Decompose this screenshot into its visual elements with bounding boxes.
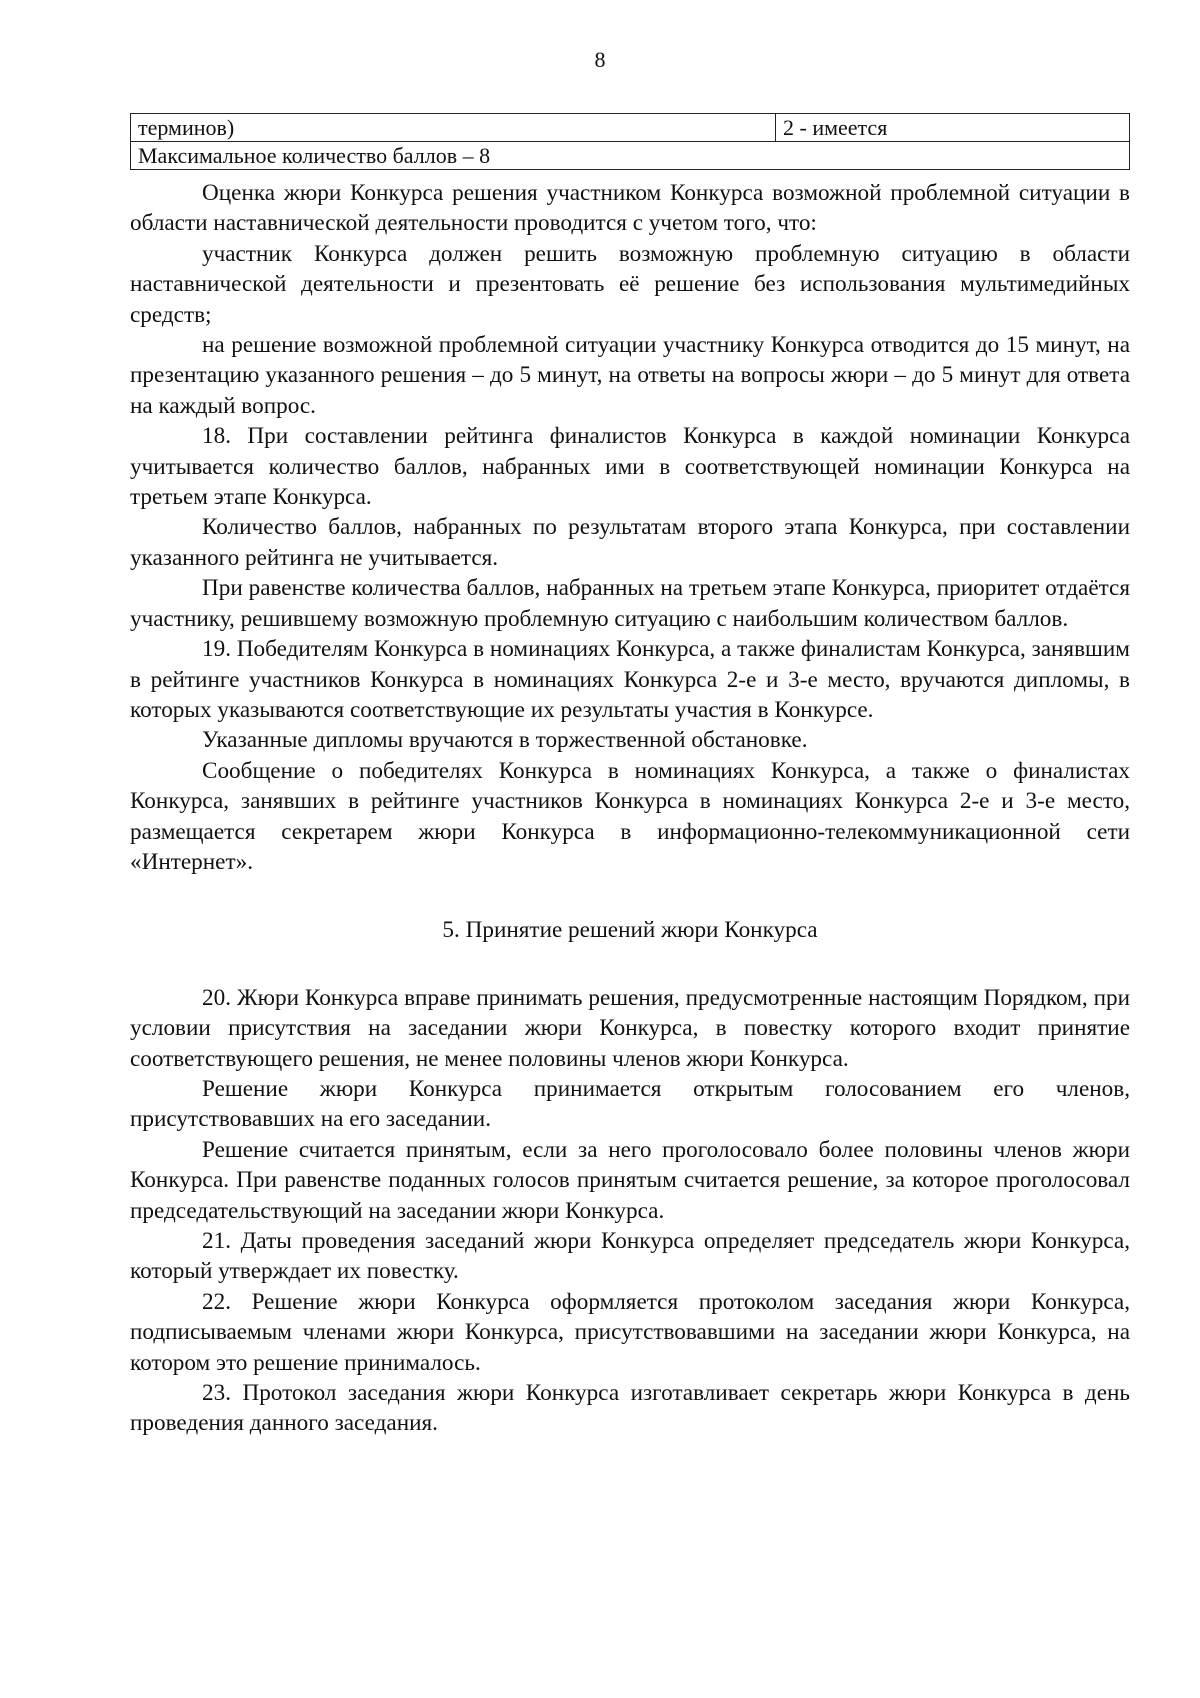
paragraph: Оценка жюри Конкурса решения участником Конкурса возможной проблемной ситуации в области наставнической деятельности проводится с учетом того, что: (130, 180, 1130, 237)
table-cell-criterion: терминов) (131, 114, 776, 142)
paragraph: Количество баллов, набранных по результатам второго этапа Конкурса, при составлении указанного рейтинга не учитывается. (130, 514, 1130, 571)
paragraph: Решение считается принятым, если за него проголосовало более половины членов жюри Конкурса. При равенстве поданных голосов принятым считается решение, за которое проголосовал председательствующий на заседании жюри Конкурса. (130, 1136, 1130, 1224)
section-heading: 5. Принятие решений жюри Конкурса (442, 917, 818, 944)
paragraph: Сообщение о победителях Конкурса в номинациях Конкурса, а также о финалистах Конкурса, занявших в рейтинге участников Конкурса в номинациях Конкурса 2-е и 3-е место, размещается секретарем жюри Конкурса в информационно-телекоммуникационной сети «Интернет». (130, 757, 1130, 875)
table-cell-score: 2 - имеется (776, 114, 1130, 142)
table-row (131, 114, 1130, 142)
paragraph: на решение возможной проблемной ситуации участнику Конкурса отводится до 15 минут, на презентацию указанного решения – до 5 минут, на ответы на вопросы жюри – до 5 минут для ответа на каждый вопрос. (130, 332, 1130, 419)
paragraph-item-21: 21. Даты проведения заседаний жюри Конкурса определяет председатель жюри Конкурса, который утверждает их повестку. (130, 1228, 1130, 1285)
paragraph: При равенстве количества баллов, набранных на третьем этапе Конкурса, приоритет отдаётся участнику, решившему возможную проблемную ситуацию с наибольшим количеством баллов. (130, 575, 1130, 632)
paragraph-item-23: 23. Протокол заседания жюри Конкурса изготавливает секретарь жюри Конкурса в день проведения данного заседания. (130, 1380, 1130, 1437)
paragraph: Указанные дипломы вручаются в торжественной обстановке. (202, 727, 808, 754)
table-cell-max-score: Максимальное количество баллов – 8 (131, 142, 1130, 170)
table-row (131, 142, 1130, 170)
paragraph-item-19: 19. Победителям Конкурса в номинациях Конкурса, а также финалистам Конкурса, занявшим в рейтинге участников Конкурса в номинациях Конкурса 2-е и 3-е место, вручаются дипломы, в которых указываются соответствующие их результаты участия в Конкурсе. (130, 636, 1130, 723)
paragraph-item-20: 20. Жюри Конкурса вправе принимать решения, предусмотренные настоящим Порядком, при условии присутствия на заседании жюри Конкурса, в повестку которого входит принятие соответствующего решения, не менее половины членов жюри Конкурса. (130, 984, 1130, 1072)
score-table (130, 113, 1130, 170)
paragraph: участник Конкурса должен решить возможную проблемную ситуацию в области наставнической деятельности и презентовать её решение без использования мультимедийных средств; (130, 240, 1130, 328)
document-body (130, 178, 1130, 1439)
paragraph-item-22: 22. Решение жюри Конкурса оформляется протоколом заседания жюри Конкурса, подписываемым членами жюри Конкурса, присутствовавшими на заседании жюри Конкурса, на котором это решение принималось. (130, 1288, 1130, 1376)
paragraph-item-18: 18. При составлении рейтинга финалистов Конкурса в каждой номинации Конкурса учитывается количество баллов, набранных ими в соответствующей номинации Конкурса на третьем этапе Конкурса. (130, 423, 1130, 511)
page-number: 8 (594, 47, 606, 72)
paragraph: Решение жюри Конкурса принимается открытым голосованием его членов, присутствовавших на его заседании. (130, 1075, 1130, 1133)
